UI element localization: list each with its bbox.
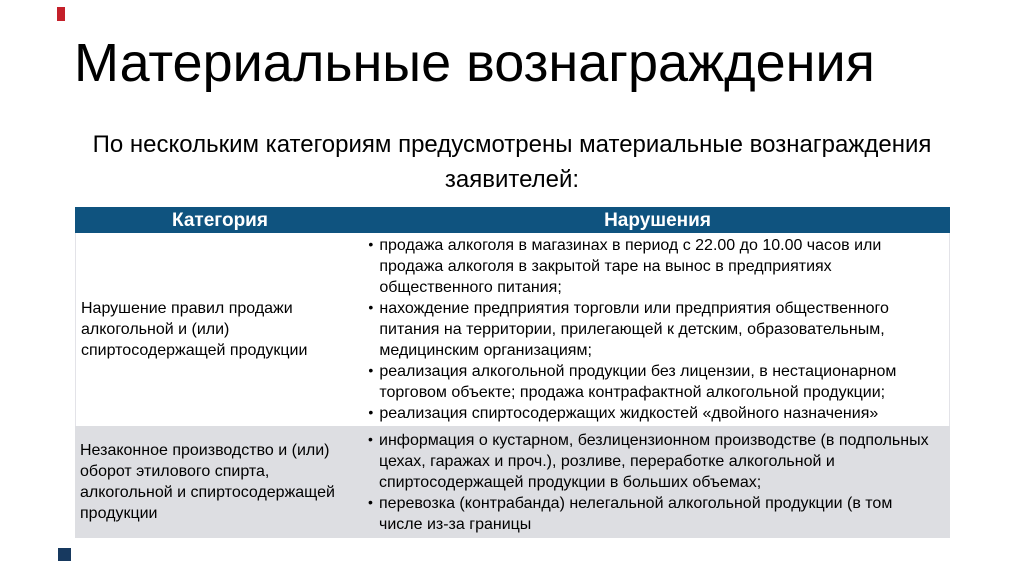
violation-item: • реализация спиртосодержащих жидкостей «двойного назначения» — [379, 403, 929, 424]
subtitle-line-1: По нескольким категориям предусмотрены материальные вознаграждения — [92, 131, 932, 158]
table-row — [75, 426, 950, 538]
column-header-violations: Нарушения — [365, 207, 950, 233]
violation-item: • информация о кустарном, безлицензионном производстве (в подпольных цехах, гаражах и проч.), розливе, переработке алкогольной и спиртосодержащей продукции в больших объемах; — [379, 430, 930, 493]
footer-square-mark — [58, 548, 71, 561]
violations-list — [365, 235, 949, 424]
violation-item: • продажа алкоголя в магазинах в период с 22.00 до 10.00 часов или продажа алкоголя в закрытой таре на вынос в предприятиях общественного питания; — [379, 235, 929, 298]
red-accent-mark — [57, 7, 65, 21]
rewards-table — [75, 207, 950, 538]
category-cell: Нарушение правил продажи алкогольной и (или) спиртосодержащей продукции — [81, 300, 308, 359]
subtitle-line-2: заявителей: — [444, 166, 580, 193]
violations-cell — [365, 233, 949, 426]
violation-item: • нахождение предприятия торговли или предприятия общественного питания на территории, прилегающей к детским, образовательным, медицинским организациям; — [379, 298, 929, 361]
violation-item: • перевозка (контрабанда) нелегальной алкогольной продукции (в том числе из-за границы — [379, 493, 930, 535]
violation-item: • реализация алкогольной продукции без лицензии, в нестационарном торговом объекте; продажа контрафактной алкогольной продукции; — [379, 361, 929, 403]
violations-cell — [365, 426, 950, 538]
slide-title: Материальные вознаграждения — [74, 33, 875, 93]
category-cell: Незаконное производство и (или) оборот этилового спирта, алкогольной и спиртосодержащей продукции — [80, 442, 335, 522]
column-header-category: Категория — [75, 207, 365, 233]
slide-subtitle — [40, 127, 984, 197]
table-header-row — [75, 207, 950, 233]
table-body — [75, 233, 950, 538]
violations-list — [365, 430, 950, 535]
table-row — [75, 233, 950, 426]
